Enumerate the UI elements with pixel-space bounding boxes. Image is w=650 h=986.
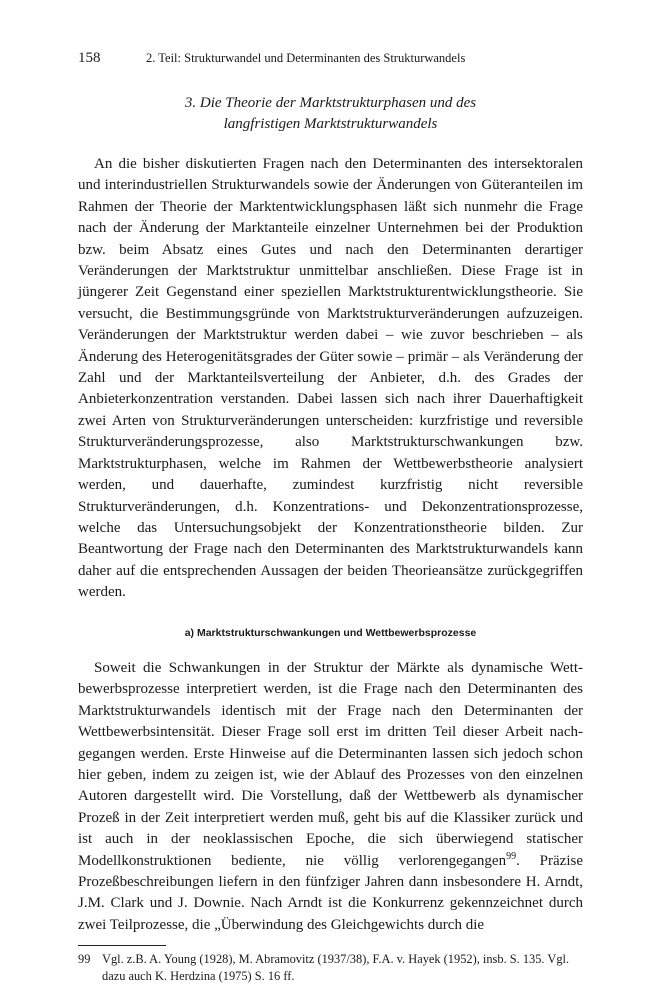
paragraph-2-text-before-note: Soweit die Schwankungen in der Struktur der Märkte als dynamische Wettbewerbsprozesse interpretiert werden, ist die Frage nach den Determinanten des Marktstrukturwandels identisch mit der Frage nach den Determinanten der Wettbewerbsintensität. Dieser Frage soll erst im dritten Teil dieser Arbeit nachgegangen werden. Erste Hinweise auf die Determinanten lassen sich jedoch schon hier geben, indem zu zeigen ist, wie der Ablauf des Prozesses von den einzelnen Autoren dargestellt wird. Die Vorstellung, daß der Wettbewerb als dynamischer Prozeß in der Zeit interpretiert werden muß, geht bis auf die Klassiker zurück und ist auch in der neoklassischen Epoche, die sich überwiegend statischer Modellkonstruktionen bediente, nie völlig verlorengegangen [78,659,583,869]
footnote [78,951,583,985]
body-text [78,154,583,936]
subsection-heading: a) Marktstrukturschwankungen und Wettbewerbsprozesse [184,626,477,639]
paragraph-2-text-after-note: . Präzise Prozeßbeschreibungen liefern in den fünfziger Jahren dann insbesondere H. Arndt, J.M. Clark und J. Downie. Nach Arndt ist die Konkurrenz gekennzeichnet durch zwei Teilprozesse, die „Überwindung des Gleichgewichts durch die [78,852,583,933]
paragraph-1: An die bisher diskutierten Fragen nach den Determinanten des intersektoralen und interindustriellen Strukturwandels sowie der Änderungen von Güteranteilen im Rahmen der Theorie der Marktentwicklungsphasen läßt sich nunmehr die Frage nach der Änderung der Marktanteile einzelner Unternehmen bei der Produktion bzw. beim Absatz eines Gutes und nach den Determinanten derartiger Veränderungen der Marktstruktur unmittelbar anschließen. Diese Frage ist in jüngerer Zeit Gegenstand einer speziellen Marktstrukturentwicklungstheorie. Sie versucht, die Bestimmungsgründe von Marktstrukturveränderungen aufzuzeigen. Veränderungen der Marktstruktur werden dabei – wie zuvor beschrieben – als Änderung des Heterogenitätsgrades der Güter sowie – primär – als Veränderung der Zahl und der Marktanteilsverteilung der Anbieter, d.h. des Grades der Anbieterkonzentration verstanden. Dabei lassen sich nach ihrer Dauerhaftigkeit zwei Arten von Strukturveränderungen unterscheiden: kurzfristige und reversible Strukturveränderungsprozesse, also Marktstrukturschwankungen bzw. Marktstrukturphasen, welche im Rahmen der Wettbewerbstheorie analysiert werden, und dauerhafte, zumindest kurzfristig nicht reversible Strukturveränderungen, d.h. Konzentrations- und Dekonzentrationsprozesse, welche das Untersuchungsobjekt der Konzentrationstheorie bilden. Zur Beantwortung der Frage nach den Determinanten des Marktstrukturwandels kann daher auf die entsprechenden Aussagen der beiden Theorieansätze zurückgegriffen werden. [78,156,583,601]
footnote-divider [78,945,166,946]
running-header [78,50,583,72]
section-title-line-1: 3. Die Theorie der Marktstrukturphasen und des [184,95,477,111]
page-number: 158 [78,50,101,66]
footnote-reference: 99 [506,850,517,862]
book-page [78,50,583,985]
footnote-text: Vgl. z.B. A. Young (1928), M. Abramovitz (1937/38), F.A. v. Hayek (1952), insb. S. 135. Vgl. dazu auch K. Herdzina (1975) S. 16 ff. [102,952,570,984]
paragraph-2 [78,658,583,936]
section-title-line-2: langfristigen Marktstrukturwandels [223,116,438,132]
running-title: 2. Teil: Strukturwandel und Determinanten des Strukturwandels [146,51,466,65]
footnote-number: 99 [78,952,91,967]
section-title [78,93,583,135]
